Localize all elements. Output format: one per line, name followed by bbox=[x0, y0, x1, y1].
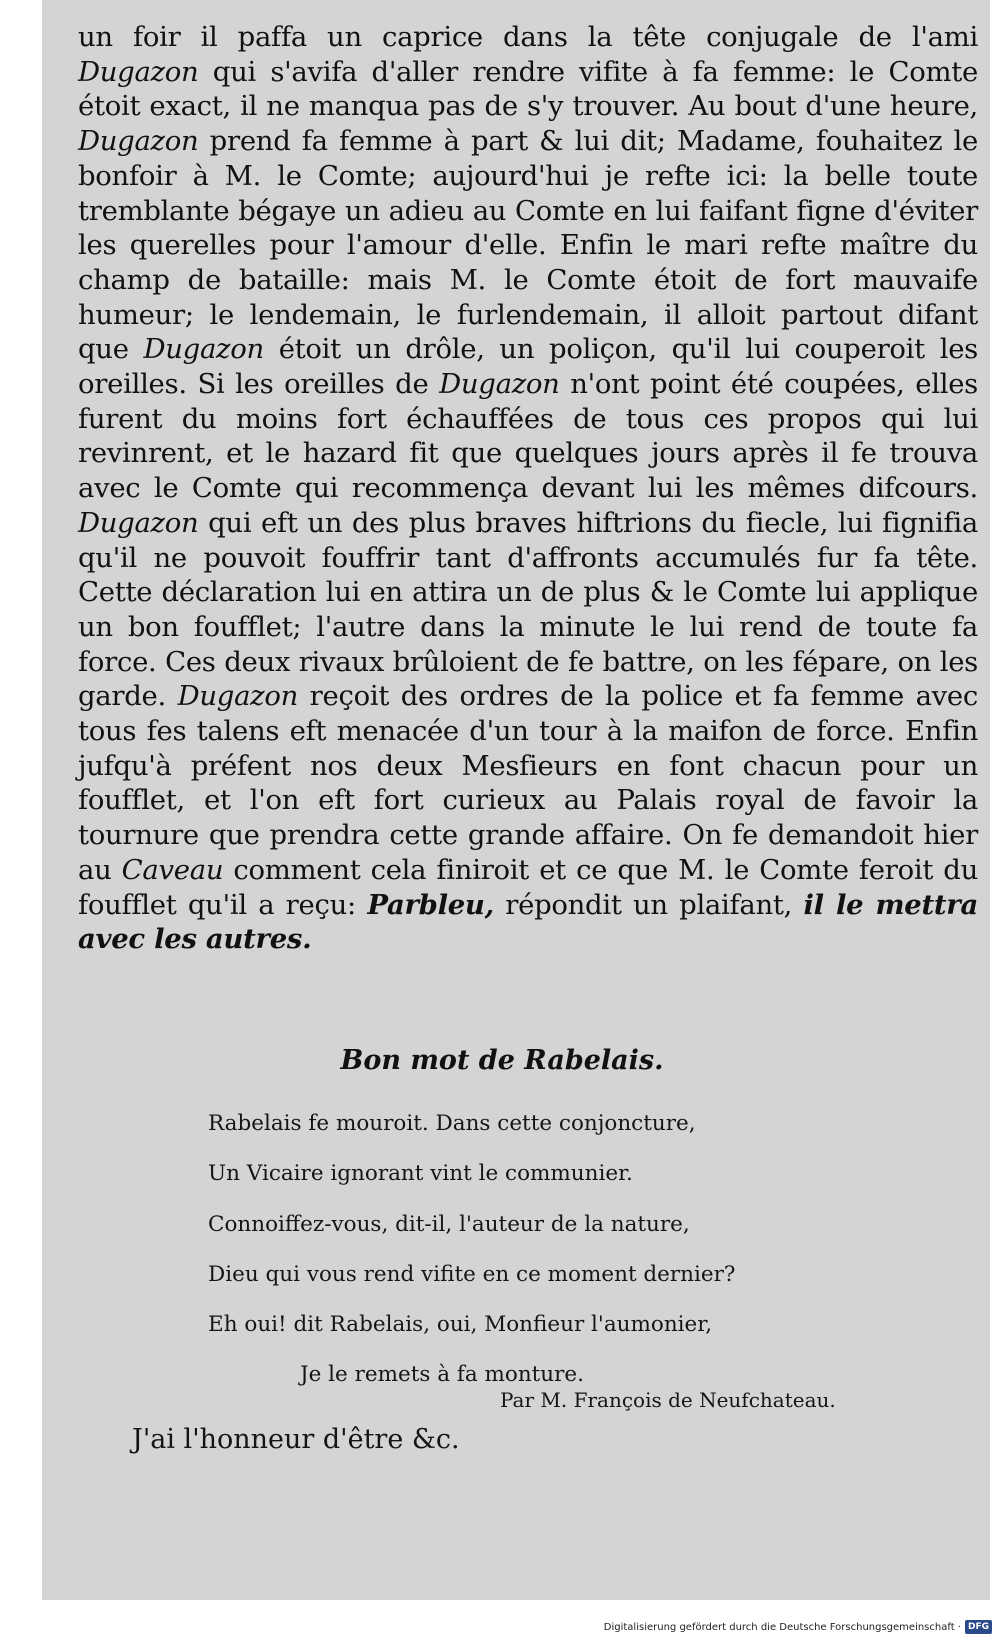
text-run: prend fa femme à part & lui dit; Madame, fouhaitez le bonfoir à M. le Comte; aujourd'hui je refte ici: la belle toute tremblante bégaye un adieu au Comte en lui faifant figne d'éviter les querelles pour l'amour d'elle. Enfin le mari refte maître du champ de bataille: mais M. le Comte étoit de fort mauvaife humeur; le lendemain, le furlendemain, il alloit partout difant que bbox=[78, 125, 978, 366]
place-caveau: Caveau bbox=[121, 853, 224, 886]
punchline-parbleu: Parbleu, bbox=[367, 888, 494, 921]
funding-credit: Digitalisierung gefördert durch die Deutsche Forschungsgemeinschaft · bbox=[603, 1621, 961, 1633]
body-text bbox=[78, 20, 978, 957]
text-run: qui eft un des plus braves hiftrions du fiecle, lui fignifia qu'il ne pouvoit fouffrir tant d'affronts accumulés fur fa tête. Cette déclaration lui en attira un de plus & le Comte lui applique un bon foufflet; l'autre dans la minute le lui rend de toute fa force. Ces deux rivaux brûloient de fe battre, on les fépare, on les garde. bbox=[78, 506, 978, 713]
poem-line: Connoiffez-vous, dit-il, l'auteur de la nature, bbox=[208, 1212, 690, 1237]
text-run: comment cela finiroit et ce que M. le Comte feroit du foufflet qu'il a reçu: bbox=[78, 853, 979, 921]
poem-line: Je le remets à fa monture. bbox=[300, 1362, 584, 1387]
poem-line: Eh oui! dit Rabelais, oui, Monfieur l'aumonier, bbox=[208, 1312, 713, 1337]
text-run: qui s'avifa d'aller rendre vifite à fa femme: le Comte étoit exact, il ne manqua pas de s'y trouver. Au bout d'une heure, bbox=[78, 55, 978, 123]
poem-title: Bon mot de Rabelais. bbox=[340, 1045, 664, 1076]
main-paragraph bbox=[78, 20, 978, 957]
closing-formula: J'ai l'honneur d'être &c. bbox=[132, 1424, 460, 1455]
name-dugazon: Dugazon bbox=[143, 333, 264, 366]
punchline: il le mettra avec les autres. bbox=[78, 888, 978, 956]
poem-line: Rabelais fe mouroit. Dans cette conjoncture, bbox=[208, 1111, 696, 1136]
scanned-page bbox=[42, 0, 990, 1600]
text-run: étoit un drôle, un poliçon, qu'il lui couperoit les oreilles. Si les oreilles de bbox=[78, 333, 978, 401]
text-run: répondit un plaifant, bbox=[493, 888, 804, 921]
poem-attribution: Par M. François de Neufchateau. bbox=[500, 1388, 836, 1412]
text-run: reçoit des ordres de la police et fa femme avec tous fes talens eft menacée d'un tour à la maifon de force. Enfin jufqu'à préfent nos deux Mesfieurs en font chacun pour un foufflet, et l'on eft fort curieux au Palais royal de favoir la tournure que prendra cette grande affaire. On fe demandoit hier au bbox=[78, 680, 978, 886]
text-run: n'ont point été coupées, elles furent du moins fort échauffées de tous ces propos qui lui revinrent, et le hazard fit que quelques jours après il fe trouva avec le Comte qui recommença devant lui les mêmes difcours. bbox=[78, 368, 978, 505]
name-dugazon: Dugazon bbox=[177, 680, 299, 713]
digitization-footer bbox=[604, 1620, 992, 1634]
poem-line: Dieu qui vous rend vifite en ce moment dernier? bbox=[208, 1262, 736, 1287]
text-run: un foir il paffa un caprice dans la tête conjugale de l'ami bbox=[78, 21, 978, 53]
name-dugazon: Dugazon bbox=[439, 368, 560, 401]
name-dugazon: Dugazon bbox=[78, 125, 199, 158]
poem-line: Un Vicaire ignorant vint le communier. bbox=[208, 1161, 633, 1186]
name-dugazon: Dugazon bbox=[78, 506, 199, 539]
name-dugazon: Dugazon bbox=[78, 55, 199, 88]
dfg-logo: DFG bbox=[965, 1620, 992, 1634]
